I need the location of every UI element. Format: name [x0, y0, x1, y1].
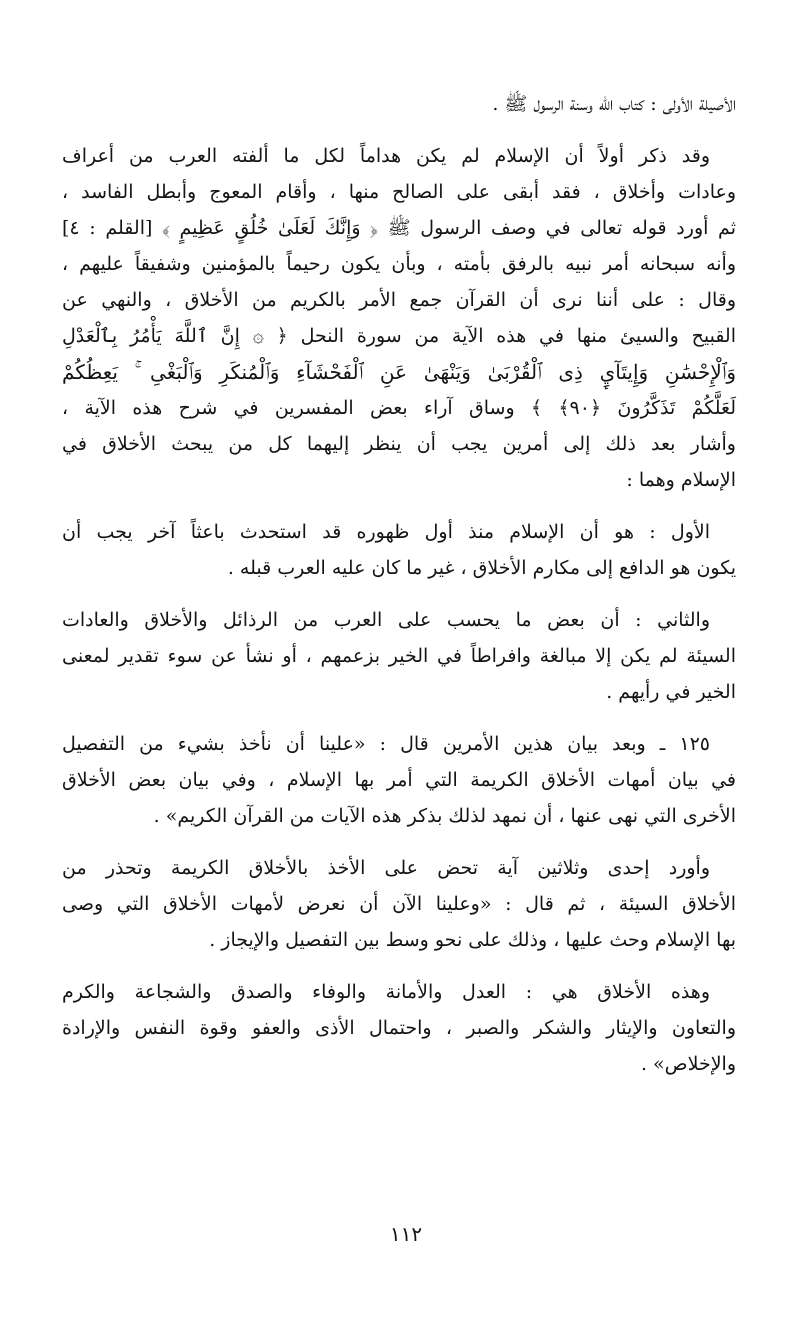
paragraph-heading: [62, 86, 736, 122]
text-line: لَعَلَّكُمْ تَذَكَّرُونَ ﴿٩٠﴾ ﴾ وساق آراء بعض المفسرين في شرح هذه الآية ،: [62, 397, 736, 419]
text-line: والثاني : أن بعض ما يحسب على العرب من الرذائل والأخلاق والعادات: [62, 609, 710, 631]
text-line: بها الإسلام وحث عليها ، وذلك على نحو وسط بين التفصيل والإيجاز .: [209, 929, 736, 951]
page-number: ١١٢: [389, 1222, 423, 1246]
text-line: وأشار بعد ذلك إلى أمرين يجب أن ينظر إليهما كل من يبحث الأخلاق في: [62, 433, 736, 455]
paragraph-6: [62, 974, 736, 1082]
text-line: وأنه سبحانه أمر نبيه بالرفق بأمته ، وبأن يكون رحيماً بالمؤمنين وشفيقاً عليهم ،: [62, 253, 736, 275]
text-line: وهذه الأخلاق هي : العدل والأمانة والوفاء والصدق والشجاعة والكرم: [62, 981, 710, 1003]
page-body: [62, 86, 736, 1098]
text-line: الخير في رأيهم .: [606, 681, 736, 703]
text-line: الأول : هو أن الإسلام منذ أول ظهوره قد استحدث باعثاً آخر يجب أن: [62, 521, 710, 543]
text-line: يكون هو الدافع إلى مكارم الأخلاق ، غير ما كان عليه العرب قبله .: [227, 557, 736, 579]
text-line: الأخلاق السيئة ، ثم قال : «وعلينا الآن أن نعرض لأمهات الأخلاق التي وصى: [62, 893, 736, 915]
paragraph-1: [62, 138, 736, 498]
paragraph-5: [62, 850, 736, 958]
paragraph-3: [62, 602, 736, 710]
text-line: الإسلام وهما :: [626, 469, 736, 491]
text-line: الأصيلة الأولى : كتاب الله وسنة الرسول ﷺ .: [492, 93, 736, 115]
text-line: وأورد إحدى وثلاثين آية تحض على الأخذ بالأخلاق الكريمة وتحذر من: [62, 857, 710, 879]
text-line: ثم أورد قوله تعالى في وصف الرسول ﷺ ﴿ وَإِنَّكَ لَعَلَىٰ خُلُقٍ عَظِيمٍ ﴾ [القلم : ٤]: [62, 217, 736, 239]
text-line: وعادات وأخلاق ، فقد أبقى على الصالح منها ، وأقام المعوج وأبطل الفاسد ،: [62, 181, 736, 203]
quran-verse-line: وَٱلْإِحْسَٰنِ وَإِيتَآيِٕ ذِى ٱلْقُرْبَىٰ وَيَنْهَىٰ عَنِ ٱلْفَحْشَآءِ وَٱلْمُنكَرِ وَٱلْبَغْىِ ۚ يَعِظُكُمْ: [62, 360, 736, 384]
text-line: في بيان أمهات الأخلاق الكريمة التي أمر بها الإسلام ، وفي بيان بعض الأخلاق: [62, 769, 736, 791]
text-line: القبيح والسيئ منها في هذه الآية من سورة النحل ﴿ ۞ إِنَّ ٱللَّهَ يَأْمُرُ بِٱلْعَدْلِ: [62, 325, 736, 347]
text-line: وقال : على أننا نرى أن القرآن جمع الأمر بالكريم من الأخلاق ، والنهي عن: [62, 289, 736, 311]
text-line: وقد ذكر أولاً أن الإسلام لم يكن هداماً لكل ما ألفته العرب من أعراف: [62, 145, 710, 167]
paragraph-4: [62, 726, 736, 834]
text-line: السيئة لم يكن إلا مبالغة وافراطاً في الخير بزعمهم ، أو نشأ عن سوء تقدير لمعنى: [62, 645, 736, 667]
paragraph-2: [62, 514, 736, 586]
text-line: والإخلاص» .: [640, 1053, 736, 1075]
text-line: والتعاون والإيثار والشكر والصبر ، واحتمال الأذى والعفو وقوة النفس والإرادة: [62, 1017, 736, 1039]
text-line: ١٢٥ ـ وبعد بيان هذين الأمرين قال : «علينا أن نأخذ بشيء من التفصيل: [62, 733, 710, 755]
text-line: الأخرى التي نهى عنها ، أن نمهد لذلك بذكر هذه الآيات من القرآن الكريم» .: [153, 805, 736, 827]
